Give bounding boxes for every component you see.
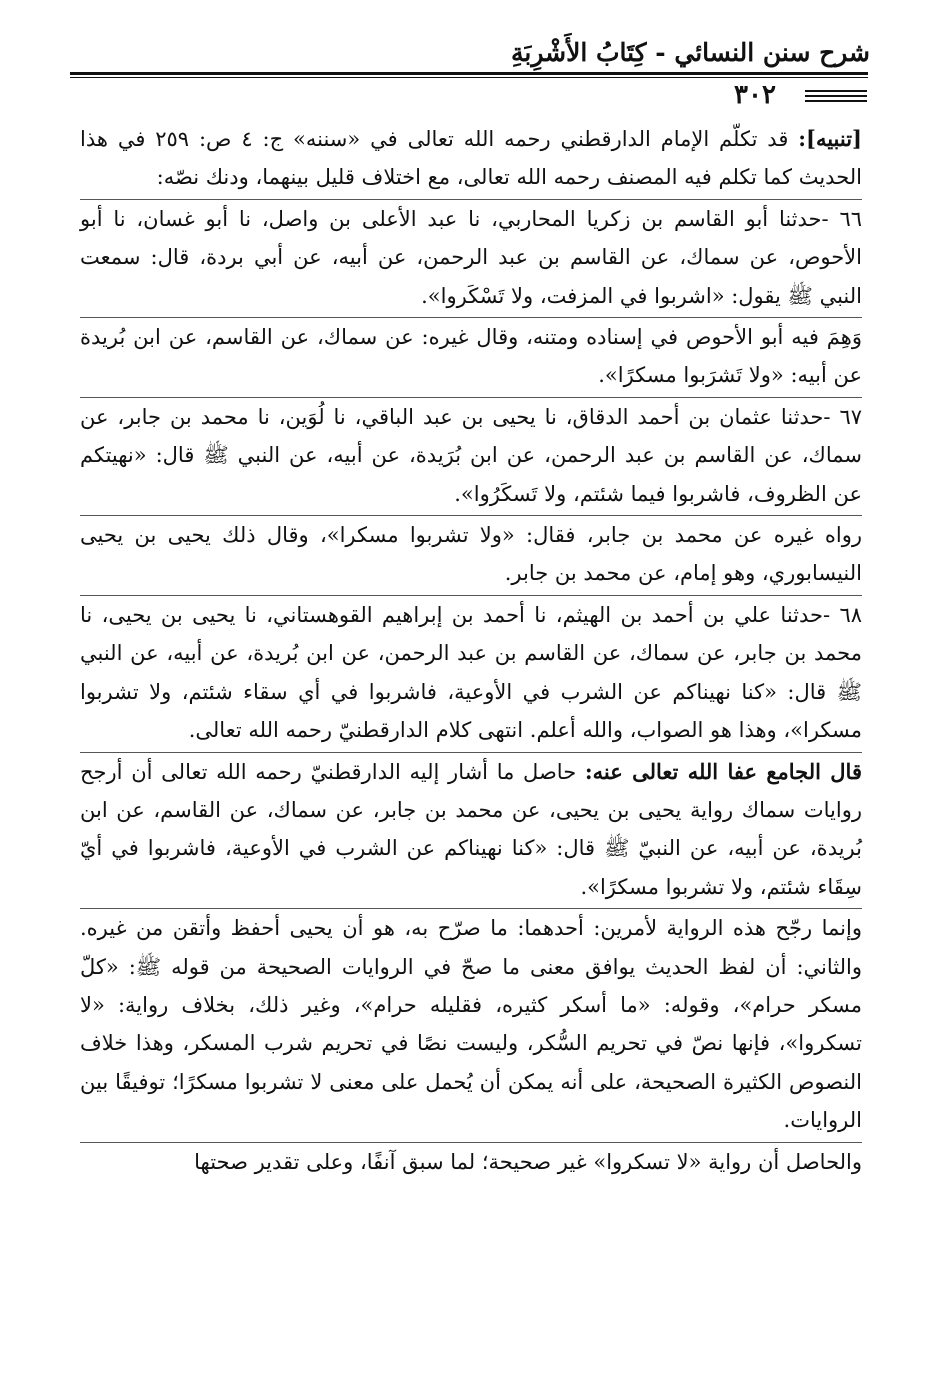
- main-text: [80, 120, 862, 1181]
- paragraph-text: وإنما رجّح هذه الرواية لأمرين: أحدهما: ما صرّح به، هو أن يحيى أحفظ وأتقن من غيره. والثاني: أن لفظ الحديث يوافق معنى ما صحّ في الروايات الصحيحة من قوله ﷺ: «كلّ مسكر حرام»، وقوله: «ما أسكر كثيره، فقليله حرام»، وغير ذلك، بخلاف رواية: «لا تسكروا»، فإنها نصّ في تحريم السُّكر، وليست نصًا في تحريم شرب المسكر، وهذا خلاف النصوص الكثيرة الصحيحة، على أنه يمكن أن يُحمل على معنى لا تشربوا مسكرًا؛ توفيقًا بين الروايات.: [80, 916, 862, 1133]
- compiler-remark: [80, 753, 862, 907]
- running-title: شرح سنن النسائي - كِتَابُ الأَشْرِبَةِ: [510, 38, 870, 67]
- compiler-lead: قال الجامع عفا الله تعالى عنه:: [584, 758, 862, 784]
- note-lead: [تنبيه]:: [798, 126, 862, 151]
- hadith-66: [80, 200, 862, 315]
- paragraph-text: ٦٦ -حدثنا أبو القاسم بن زكريا المحاربي، نا عبد الأعلى بن واصل، نا أبو غسان، نا أبو الأحوص، عن سماك، عن القاسم بن عبد الرحمن، عن أبيه، عن أبي بردة، قال: سمعت النبي ﷺ يقول: «اشربوا في المزفت، ولا تَسْكَروا».: [80, 206, 862, 308]
- paragraph-text: ٦٧ -حدثنا عثمان بن أحمد الدقاق، نا يحيى بن عبد الباقي، نا لُوَين، نا محمد بن جابر، عن سماك، عن القاسم بن عبد الرحمن، عن ابن بُرَيدة، عن أبيه، عن النبي ﷺ قال: «نهيتكم عن الظروف، فاشربوا فيما شئتم، ولا تَسكَرُوا».: [80, 404, 862, 506]
- preference-reasons: [80, 909, 862, 1139]
- comment-66: [80, 318, 862, 395]
- page-number-rule: [805, 90, 867, 92]
- paragraph-text: حاصل ما أشار إليه الدارقطنيّ رحمه الله تعالى أن أرجح روايات سماك رواية يحيى بن يحيى، عن محمد بن جابر، عن سماك، عن القاسم، عن ابن بُريدة، عن أبيه، عن النبيّ ﷺ قال: «كنا نهيناكم عن الشرب في الأوعية، فاشربوا في أيّ سِقَاء شئتم، ولا تشربوا مسكرًا».: [80, 759, 862, 899]
- hadith-67: [80, 398, 862, 513]
- paragraph-text: رواه غيره عن محمد بن جابر، فقال: «ولا تشربوا مسكرا»، وقال ذلك يحيى بن يحيى النيسابوري، وهو إمام، عن محمد بن جابر.: [80, 523, 862, 586]
- page-number-rule: [805, 100, 867, 102]
- paragraph-text: قد تكلّم الإمام الدارقطني رحمه الله تعالى في «سننه» ج: ٤ ص: ٢٥٩ في هذا الحديث كما تكلم فيه المصنف رحمه الله تعالى، مع اختلاف قليل بينهما، ودنك نصّه:: [80, 127, 862, 190]
- paragraph-text: وَهِمَ فيه أبو الأحوص في إسناده ومتنه، وقال غيره: عن سماك، عن القاسم، عن ابن بُريدة عن أبيه: «ولا تَشرَبوا مسكرًا».: [80, 325, 862, 388]
- note-paragraph: [80, 120, 862, 197]
- paragraph-text: ٦٨ -حدثنا علي بن أحمد بن الهيثم، نا أحمد بن إبراهيم القوهستاني، نا يحيى بن يحيى، نا محمد بن جابر، عن سماك، عن القاسم بن عبد الرحمن، عن ابن بُريدة، عن أبيه، عن النبي ﷺ قال: «كنا نهيناكم عن الشرب في الأوعية، فاشربوا في أي سقاء شئتم، ولا تشربوا مسكرا»، وهذا هو الصواب، والله أعلم. انتهى كلام الدارقطنيّ رحمه الله تعالى.: [80, 602, 862, 743]
- page-number-rule: [805, 95, 867, 97]
- page-number: ٣٠٢: [734, 80, 776, 110]
- paragraph-text: والحاصل أن رواية «لا تسكروا» غير صحيحة؛ لما سبق آنفًا، وعلى تقدير صحتها: [194, 1149, 862, 1174]
- header-rule: [70, 72, 868, 75]
- comment-67: [80, 516, 862, 593]
- header-rule-thin: [70, 77, 868, 78]
- conclusion: [80, 1143, 862, 1181]
- hadith-68: [80, 596, 862, 750]
